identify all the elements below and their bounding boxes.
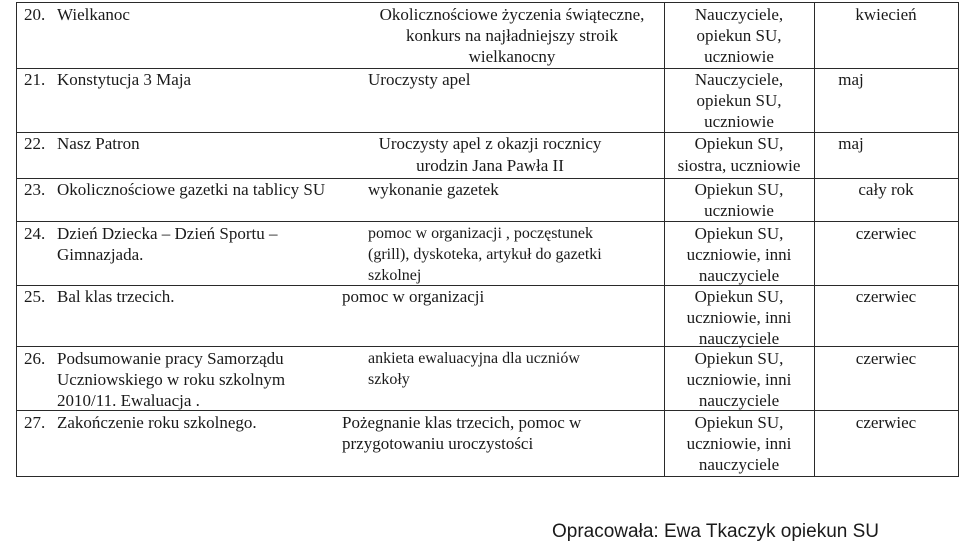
responsible-line: nauczyciele (698, 391, 780, 410)
row-divider (16, 221, 958, 222)
activity-line: pomoc w organizacji , poczęstunek (368, 225, 593, 242)
activity-line: konkurs na najładniejszy stroik (406, 26, 618, 45)
table-border-left (16, 2, 17, 477)
date-cell: czerwiec (855, 287, 917, 306)
date-cell: kwiecień (855, 5, 917, 24)
activity-line: szkoły (368, 371, 410, 388)
responsible-line: uczniowie, inni (686, 370, 792, 389)
responsible-line: Opiekun SU, (694, 349, 784, 368)
responsible-line: uczniowie, inni (686, 308, 792, 327)
row-number: 26. (24, 349, 46, 368)
responsible-line: Nauczyciele, (694, 70, 784, 89)
row-number: 23. (24, 180, 46, 199)
event-line: Podsumowanie pracy Samorządu (57, 349, 284, 368)
responsible-line: siostra, uczniowie (677, 156, 801, 175)
table-border-top (16, 2, 958, 3)
date-cell: cały rok (858, 180, 914, 199)
date-cell: czerwiec (855, 224, 917, 243)
responsible-line: uczniowie (704, 201, 774, 220)
event-line: 2010/11. Ewaluacja . (57, 391, 200, 410)
date-cell: czerwiec (855, 349, 917, 368)
table-border-bottom (16, 476, 958, 477)
row-number: 22. (24, 134, 46, 153)
responsible-line: uczniowie, inni (686, 434, 792, 453)
activity-line: Pożegnanie klas trzecich, pomoc w (342, 413, 582, 432)
event-name: Wielkanoc (57, 5, 130, 24)
row-number: 20. (24, 5, 46, 24)
date-cell: czerwiec (855, 413, 917, 432)
activity-line: urodzin Jana Pawła II (416, 156, 564, 175)
responsible-line: nauczyciele (698, 266, 780, 285)
event-line: Dzień Dziecka – Dzień Sportu – (57, 224, 278, 243)
responsible-line: uczniowie, inni (686, 245, 792, 264)
event-line: Gimnazjada. (57, 245, 144, 264)
responsible-line: uczniowie (704, 112, 774, 131)
responsible-line: Opiekun SU, (694, 224, 784, 243)
responsible-line: uczniowie (704, 47, 774, 66)
responsible-line: Opiekun SU, (694, 287, 784, 306)
activity-line: wielkanocny (468, 47, 556, 66)
event-line: Uczniowskiego w roku szkolnym (57, 370, 286, 389)
responsible-line: opiekun SU, (696, 91, 782, 110)
activity-line: ankieta ewaluacyjna dla uczniów (368, 350, 580, 367)
event-name: Bal klas trzecich. (57, 287, 175, 306)
activity-line: wykonanie gazetek (368, 180, 499, 199)
responsible-line: Opiekun SU, (694, 134, 784, 153)
activity-line: przygotowaniu uroczystości (342, 434, 534, 453)
event-name: Nasz Patron (57, 134, 140, 153)
activity-line: Uroczysty apel z okazji rocznicy (378, 134, 602, 153)
activity-line: Okolicznościowe życzenia świąteczne, (379, 5, 645, 24)
responsible-line: Opiekun SU, (694, 413, 784, 432)
activity-line: (grill), dyskoteka, artykuł do gazetki (368, 246, 602, 263)
responsible-line: nauczyciele (698, 455, 780, 474)
row-number: 21. (24, 70, 46, 89)
responsible-line: nauczyciele (698, 329, 780, 348)
activity-line: szkolnej (368, 267, 422, 284)
row-number: 27. (24, 413, 46, 432)
event-name: Zakończenie roku szkolnego. (57, 413, 257, 432)
responsible-line: Nauczyciele, (694, 5, 784, 24)
event-name: Konstytucja 3 Maja (57, 70, 192, 89)
date-cell: maj (838, 70, 864, 89)
signature-line: Opracowała: Ewa Tkaczyk opiekun SU (552, 521, 880, 542)
date-cell: maj (838, 134, 864, 153)
row-divider (16, 346, 958, 347)
responsible-line: opiekun SU, (696, 26, 782, 45)
row-number: 25. (24, 287, 46, 306)
activity-line: pomoc w organizacji (342, 287, 485, 306)
activity-line: Uroczysty apel (368, 70, 471, 89)
event-name: Okolicznościowe gazetki na tablicy SU (57, 180, 326, 199)
responsible-line: Opiekun SU, (694, 180, 784, 199)
row-number: 24. (24, 224, 46, 243)
